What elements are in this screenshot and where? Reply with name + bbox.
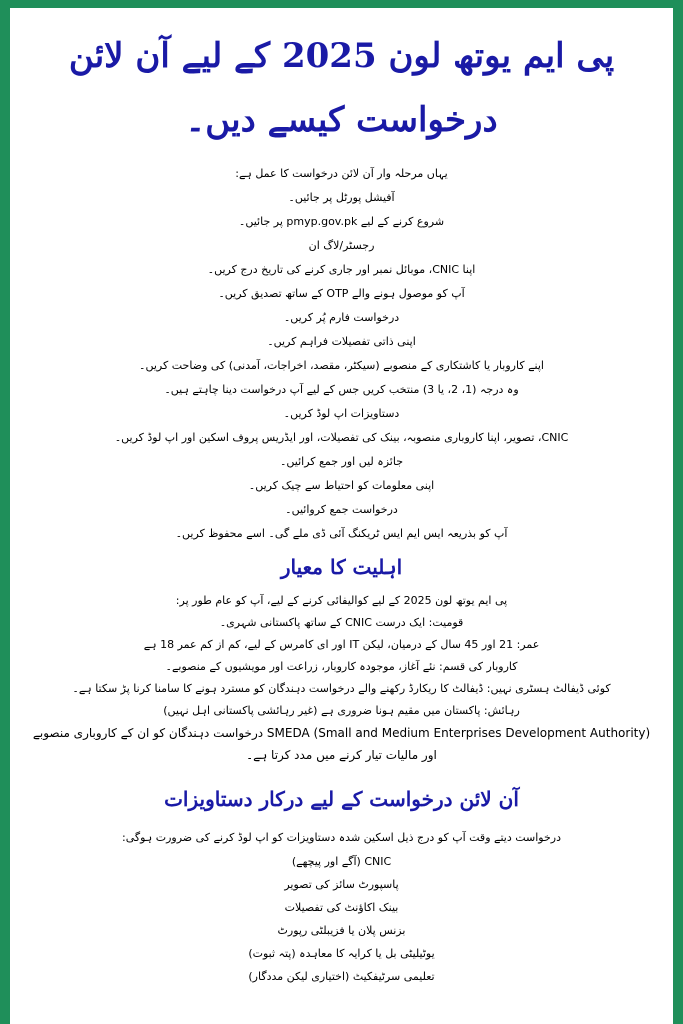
documents-list: [20, 850, 663, 988]
documents-heading: آن لائن درخواست کے لیے درکار دستاویزات: [164, 787, 519, 811]
documents-intro: درخواست دیتے وقت آپ کو درج ذیل اسکین شدہ دستاویزات کو اپ لوڈ کرنے کی ضرورت ہوگی:: [122, 831, 561, 844]
smeda-note: SMEDA (Small and Medium Enterprises Development Authority) درخواست دہندگان کو ان کے کاروباری منصوبے اور مالیات تیار کرنے میں مدد کرتا ہے۔: [32, 726, 651, 762]
step-item: اپنے کاروبار یا کاشتکاری کے منصوبے (سیکٹر، مقصد، اخراجات، آمدنی) کی وضاحت کریں۔: [139, 359, 544, 372]
document-item: CNIC (آگے اور پیچھے): [291, 855, 392, 868]
eligibility-item: قومیت: ایک درست CNIC کے ساتھ پاکستانی شہری۔: [219, 616, 464, 629]
document-item: یوٹیلیٹی بل یا کرایہ کا معاہدہ (پتہ ثبوت): [248, 947, 435, 960]
eligibility-item: عمر: 21 اور 45 سال کے درمیان، لیکن IT اور ای کامرس کے لیے، کم از کم عمر 18 ہے: [143, 638, 540, 651]
step-item: آفیشل پورٹل پر جائیں۔: [288, 191, 395, 204]
step-item: رجسٹر/لاگ ان: [308, 239, 375, 252]
step-item: اپنی ذاتی تفصیلات فراہم کریں۔: [267, 335, 416, 348]
document-item: تعلیمی سرٹیفکیٹ (اختیاری لیکن مددگار): [248, 970, 435, 983]
step-item: اپنا CNIC، موبائل نمبر اور جاری کرنے کی تاریخ درج کریں۔: [207, 263, 476, 276]
document-item: بینک اکاؤنٹ کی تفصیلات: [284, 901, 399, 914]
step-item: آپ کو بذریعہ ایس ایم ایس ٹریکنگ آئی ڈی ملے گی۔ اسے محفوظ کریں۔: [175, 527, 508, 540]
step-item: جائزہ لیں اور جمع کرائیں۔: [279, 455, 403, 468]
article-content: [20, 8, 663, 1024]
step-item: درخواست جمع کروائیں۔: [285, 503, 398, 516]
eligibility-item: رہائش: پاکستان میں مقیم ہونا ضروری ہے (غیر رہائشی پاکستانی اہل نہیں): [163, 704, 520, 717]
step-item: درخواست فارم پُر کریں۔: [283, 311, 400, 324]
step-item: وہ درجہ (1، 2، یا 3) منتخب کریں جس کے لیے آپ درخواست دینا چاہتے ہیں۔: [164, 383, 519, 396]
eligibility-item: کاروبار کی قسم: نئے آغاز، موجودہ کاروبار، زراعت اور مویشیوں کے منصوبے۔: [165, 660, 518, 673]
page-title: پی ایم یوتھ لون 2025 کے لیے آن لائن درخواست کیسے دیں۔: [68, 36, 615, 140]
eligibility-item: کوئی ڈیفالٹ ہسٹری نہیں: ڈیفالٹ کا ریکارڈ رکھنے والے درخواست دہندگان کو مسترد ہونے کا سامنا کرنا پڑ سکتا ہے۔: [72, 682, 611, 695]
step-item: شروع کرنے کے لیے pmyp.gov.pk پر جائیں۔: [238, 215, 445, 228]
step-item: اپنی معلومات کو احتیاط سے چیک کریں۔: [248, 479, 435, 492]
eligibility-heading: اہلیت کا معیار: [280, 555, 403, 579]
document-item: بزنس پلان یا فزیبلٹی رپورٹ: [277, 924, 406, 937]
eligibility-list: [20, 590, 663, 766]
steps-list: [20, 186, 663, 546]
step-item: آپ کو موصول ہونے والے OTP کے ساتھ تصدیق کریں۔: [218, 287, 465, 300]
step-item: CNIC، تصویر، اپنا کاروباری منصوبہ، بینک کی تفصیلات، اور ایڈریس پروف اسکین اور اپ لوڈ کریں۔: [114, 431, 569, 444]
eligibility-item: پی ایم یوتھ لون 2025 کے لیے کوالیفائی کرنے کے لیے، آپ کو عام طور پر:: [175, 594, 508, 607]
document-item: پاسپورٹ سائز کی تصویر: [284, 878, 399, 891]
step-item: دستاویزات اپ لوڈ کریں۔: [283, 407, 400, 420]
steps-intro: یہاں مرحلہ وار آن لائن درخواست کا عمل ہے:: [235, 167, 448, 180]
